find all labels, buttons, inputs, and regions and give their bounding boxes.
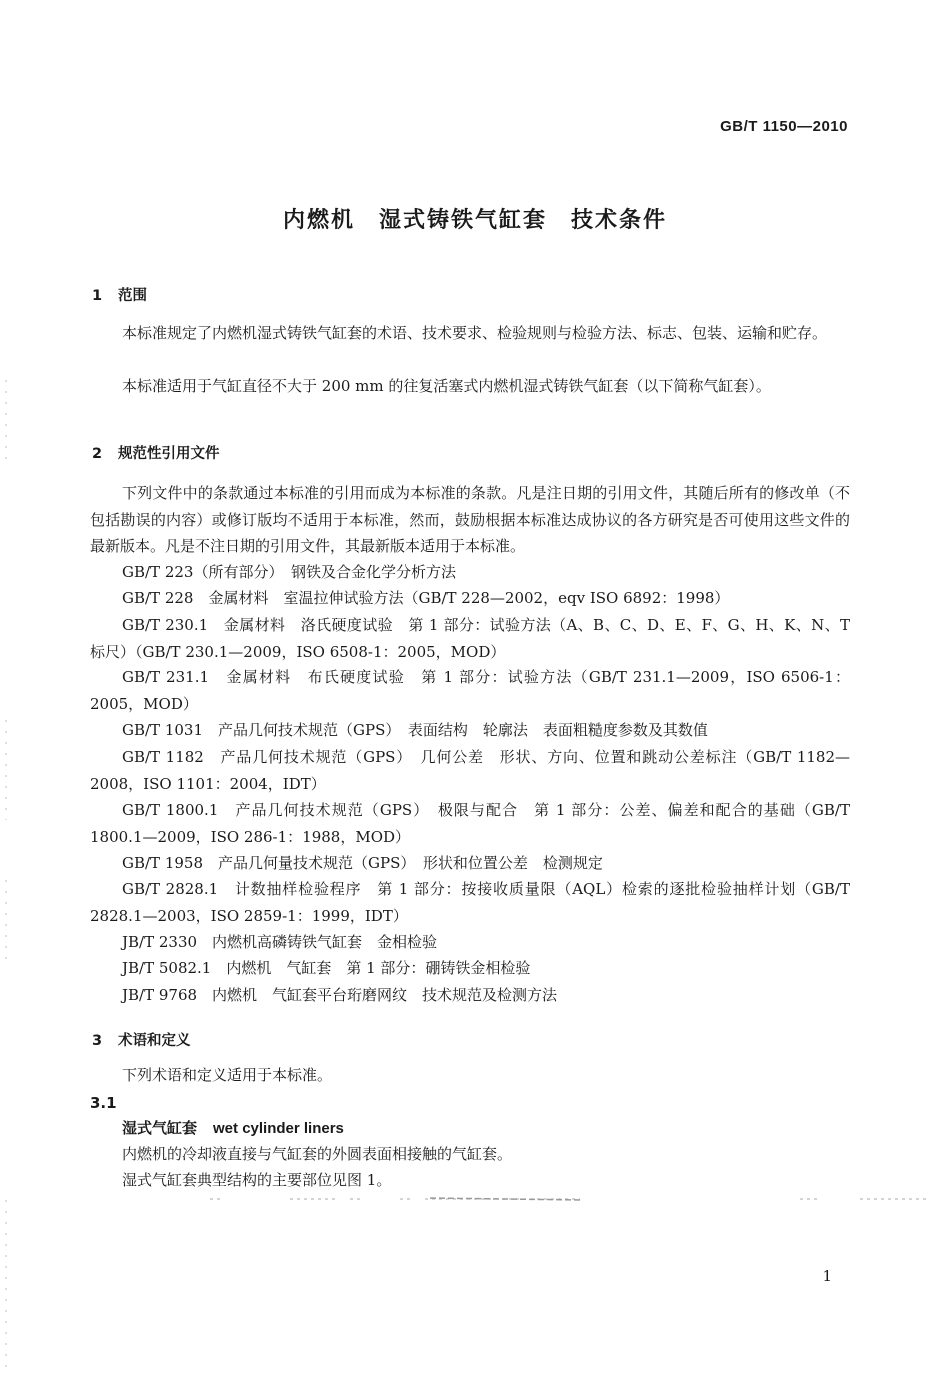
scope-paragraph-1: 本标准规定了内燃机湿式铸铁气缸套的术语、技术要求、检验规则与检验方法、标志、包装、运输和贮存。 xyxy=(122,324,828,342)
terms-intro: 下列术语和定义适用于本标准。 xyxy=(122,1066,333,1084)
term-definition: 内燃机的冷却液直接与气缸套的外圆表面相接触的气缸套。 xyxy=(122,1145,513,1163)
reference-item: GB/T 231.1 金属材料 布氏硬度试验 第 1 部分：试验方法（GB/T 231.1—2009，ISO 6506-1：2005，MOD） xyxy=(90,668,850,713)
section-1-heading xyxy=(92,284,147,305)
section-2-heading xyxy=(92,442,220,463)
reference-item: GB/T 228 金属材料 室温拉伸试验方法（GB/T 228—2002，eqv ISO 6892：1998） xyxy=(122,589,730,607)
section-title: 范围 xyxy=(118,288,147,304)
section-number: 1 xyxy=(92,288,103,304)
term-chinese: 湿式气缸套 xyxy=(122,1119,198,1137)
normative-intro: 下列文件中的条款通过本标准的引用而成为本标准的条款。凡是注日期的引用文件，其随后所有的修改单（不包括勘误的内容）或修订版均不适用于本标准，然而，鼓励根据本标准达成协议的各方研究是否可使用这些文件的最新版本。凡是不注日期的引用文件，其最新版本适用于本标准。 xyxy=(90,484,850,555)
reference-item: GB/T 1182 产品几何技术规范（GPS） 几何公差 形状、方向、位置和跳动公差标注（GB/T 1182—2008，ISO 1101：2004，IDT） xyxy=(90,748,850,793)
term-entry xyxy=(122,1117,344,1138)
term-english: wet cylinder liners xyxy=(213,1120,344,1137)
reference-item: GB/T 1800.1 产品几何技术规范（GPS） 极限与配合 第 1 部分：公差、偏差和配合的基础（GB/T 1800.1—2009，ISO 286-1：1988，MOD） xyxy=(90,801,850,846)
reference-item: GB/T 1031 产品几何技术规范（GPS） 表面结构 轮廓法 表面粗糙度参数及其数值 xyxy=(122,721,708,739)
reference-item: GB/T 230.1 金属材料 洛氏硬度试验 第 1 部分：试验方法（A、B、C、D、E、F、G、H、K、N、T 标尺）（GB/T 230.1—2009，ISO 6508-1：2005，MOD） xyxy=(90,616,850,661)
section-number: 3 xyxy=(92,1033,103,1049)
section-title: 规范性引用文件 xyxy=(118,446,220,462)
figure-reference-note: 湿式气缸套典型结构的主要部位见图 1。 xyxy=(122,1171,392,1189)
standard-number: GB/T 1150—2010 xyxy=(720,118,848,135)
clause-number: 3.1 xyxy=(90,1094,117,1112)
document-title: 内燃机 湿式铸铁气缸套 技术条件 xyxy=(282,208,667,233)
section-number: 2 xyxy=(92,446,103,462)
section-3-heading xyxy=(92,1029,191,1050)
reference-item: GB/T 1958 产品几何量技术规范（GPS） 形状和位置公差 检测规定 xyxy=(122,854,603,872)
scan-edge-artifact xyxy=(2,0,10,1374)
reference-item: JB/T 5082.1 内燃机 气缸套 第 1 部分：硼铸铁金相检验 xyxy=(122,959,531,977)
reference-item: JB/T 9768 内燃机 气缸套平台珩磨网纹 技术规范及检测方法 xyxy=(122,986,558,1004)
reference-item: JB/T 2330 内燃机高磷铸铁气缸套 金相检验 xyxy=(122,933,438,951)
section-title: 术语和定义 xyxy=(118,1033,191,1049)
page-number: 1 xyxy=(822,1267,832,1285)
scan-noise-line xyxy=(160,1196,930,1202)
reference-item: GB/T 223（所有部分） 钢铁及合金化学分析方法 xyxy=(122,563,456,581)
scope-paragraph-2: 本标准适用于气缸直径不大于 200 mm 的往复活塞式内燃机湿式铸铁气缸套（以下简称气缸套）。 xyxy=(122,377,771,395)
reference-item: GB/T 2828.1 计数抽样检验程序 第 1 部分：按接收质量限（AQL）检索的逐批检验抽样计划（GB/T 2828.1—2003，ISO 2859-1：1999，IDT） xyxy=(90,880,850,925)
